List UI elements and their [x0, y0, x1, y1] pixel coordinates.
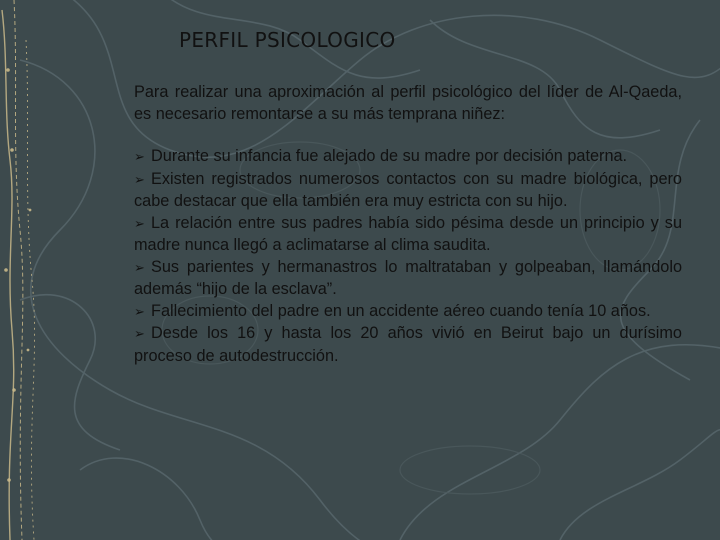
bullet-item: [134, 169, 682, 213]
arrow-bullet-icon: ➢: [134, 260, 145, 276]
bullet-item: [134, 213, 682, 257]
bullet-text: Durante su infancia fue alejado de su madre por decisión paterna.: [151, 147, 628, 165]
bullet-text: Desde los 16 y hasta los 20 años vivió en Beirut bajo un durísimo proceso de autodestrucción.: [134, 324, 682, 365]
bullet-text: La relación entre sus padres había sido pésima desde un principio y su madre nunca llegó a aclimatarse al clima saudita.: [134, 213, 682, 254]
bullet-item: [134, 301, 682, 324]
arrow-bullet-icon: ➢: [134, 304, 145, 320]
arrow-bullet-icon: ➢: [134, 216, 145, 232]
bullet-text: Fallecimiento del padre en un accidente aéreo cuando tenía 10 años.: [151, 301, 651, 320]
slide-title: PERFIL PSICOLOGICO: [179, 28, 396, 52]
bullet-item: [134, 323, 682, 367]
arrow-bullet-icon: ➢: [134, 327, 145, 342]
arrow-bullet-icon: ➢: [134, 172, 145, 188]
bullet-item: [134, 146, 682, 169]
arrow-bullet-icon: ➢: [134, 150, 145, 165]
bullet-item: [134, 257, 682, 301]
intro-paragraph: Para realizar una aproximación al perfil psicológico del líder de Al-Qaeda, es necesario remontarse a su más temprana niñez:: [134, 83, 682, 123]
bullet-text: Sus parientes y hermanastros lo maltrataban y golpeaban, llamándolo además “hijo de la esclava”.: [134, 257, 682, 298]
bullet-text: Existen registrados numerosos contactos con su madre biológica, pero cabe destacar que ella también era muy estricta con su hijo.: [134, 169, 682, 210]
bullet-list: [134, 146, 682, 367]
slide-body: [134, 82, 682, 367]
